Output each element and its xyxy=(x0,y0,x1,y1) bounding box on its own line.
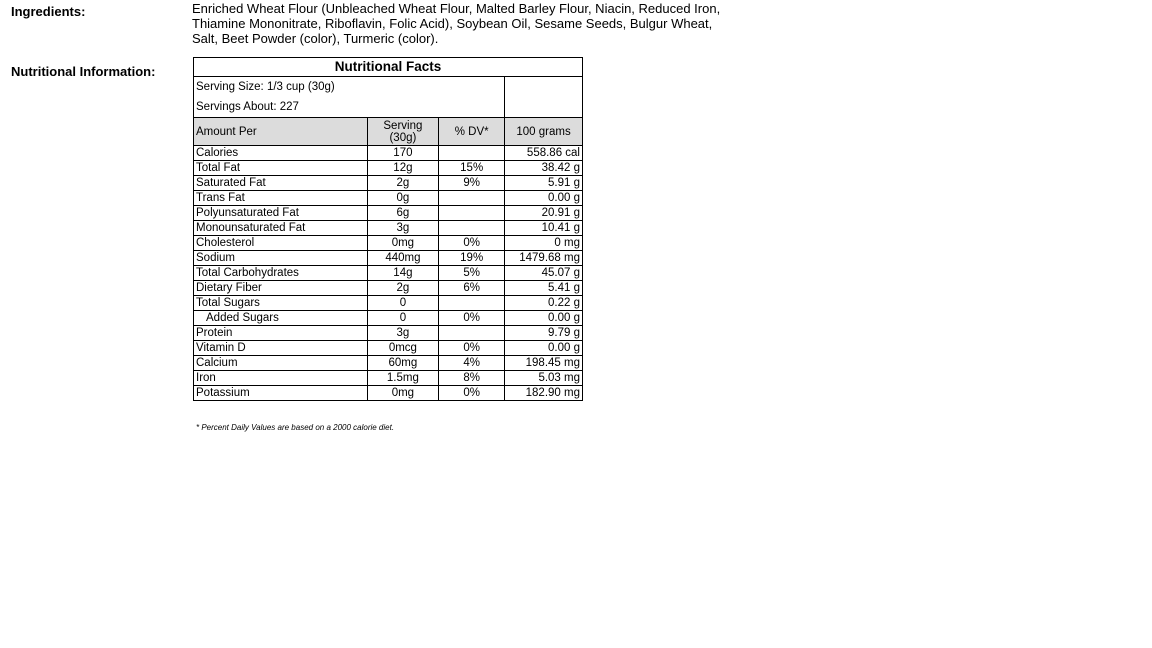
header-serving-line2: (30g) xyxy=(389,131,417,144)
nutrient-row xyxy=(194,281,583,296)
ingredients-text: Enriched Wheat Flour (Unbleached Wheat Flour, Malted Barley Flour, Niacin, Reduced Iron, Thiamine Mononitrate, Riboflavin, Folic Acid), Soybean Oil, Sesame Seeds, Bulgur Wheat, Salt, Beet Powder (color), Turmeric (color). xyxy=(192,1,721,46)
nutrient-per-100g: 9.79 g xyxy=(505,326,583,341)
nutrient-name: Total Carbohydrates xyxy=(194,266,368,281)
nutrient-per-100g: 0 mg xyxy=(505,236,583,251)
nutrient-row xyxy=(194,146,583,161)
ingredients-label: Ingredients: xyxy=(11,4,86,19)
nutrient-serving-amount: 14g xyxy=(367,266,439,281)
nutrient-name: Total Sugars xyxy=(194,296,368,311)
nutrient-row xyxy=(194,371,583,386)
nutrient-daily-value: 0% xyxy=(439,311,505,326)
nutrient-per-100g: 45.07 g xyxy=(505,266,583,281)
nutrient-daily-value: 8% xyxy=(439,371,505,386)
serving-size-row xyxy=(194,77,583,98)
nutrition-facts-title-row xyxy=(194,58,583,77)
nutrition-facts-title: Nutritional Facts xyxy=(194,58,583,77)
nutrient-name: Trans Fat xyxy=(194,191,368,206)
nutrient-serving-amount: 12g xyxy=(367,161,439,176)
nutrient-name: Total Fat xyxy=(194,161,368,176)
nutrient-row xyxy=(194,176,583,191)
nutrient-per-100g: 0.00 g xyxy=(505,191,583,206)
nutrient-name: Polyunsaturated Fat xyxy=(194,206,368,221)
nutrient-name: Calcium xyxy=(194,356,368,371)
nutrient-serving-amount: 0mcg xyxy=(367,341,439,356)
nutrient-row xyxy=(194,236,583,251)
nutrient-name: Iron xyxy=(194,371,368,386)
nutrient-per-100g: 38.42 g xyxy=(505,161,583,176)
nutrient-serving-amount: 0mg xyxy=(367,236,439,251)
nutrient-serving-amount: 6g xyxy=(367,206,439,221)
nutrient-row xyxy=(194,161,583,176)
nutrient-row xyxy=(194,356,583,371)
nutrient-name: Protein xyxy=(194,326,368,341)
nutrient-row xyxy=(194,326,583,341)
daily-value-footnote: * Percent Daily Values are based on a 2000 calorie diet. xyxy=(196,423,395,432)
header-dv: % DV* xyxy=(439,118,505,146)
nutrient-daily-value: 5% xyxy=(439,266,505,281)
nutrient-per-100g: 1479.68 mg xyxy=(505,251,583,266)
nutrient-per-100g: 20.91 g xyxy=(505,206,583,221)
nutrition-facts-table xyxy=(193,57,583,401)
nutrient-name: Sodium xyxy=(194,251,368,266)
nutrient-per-100g: 5.41 g xyxy=(505,281,583,296)
nutrient-row xyxy=(194,206,583,221)
column-header-row xyxy=(194,118,583,146)
nutrient-name: Added Sugars xyxy=(194,311,368,326)
nutrient-daily-value xyxy=(439,206,505,221)
nutrient-serving-amount: 2g xyxy=(367,176,439,191)
nutrient-serving-amount: 1.5mg xyxy=(367,371,439,386)
nutrient-daily-value xyxy=(439,221,505,236)
nutrient-per-100g: 10.41 g xyxy=(505,221,583,236)
nutrient-serving-amount: 0 xyxy=(367,296,439,311)
nutrient-serving-amount: 3g xyxy=(367,326,439,341)
servings-about: Servings About: 227 xyxy=(194,97,505,118)
nutrient-daily-value xyxy=(439,191,505,206)
nutrient-daily-value: 0% xyxy=(439,341,505,356)
nutrient-name: Potassium xyxy=(194,386,368,401)
nutrient-serving-amount: 2g xyxy=(367,281,439,296)
nutrient-daily-value xyxy=(439,296,505,311)
nutrient-row xyxy=(194,191,583,206)
nutrient-serving-amount: 170 xyxy=(367,146,439,161)
nutrient-per-100g: 182.90 mg xyxy=(505,386,583,401)
nutrient-serving-amount: 3g xyxy=(367,221,439,236)
nutrient-per-100g: 0.00 g xyxy=(505,341,583,356)
nutrient-row xyxy=(194,251,583,266)
nutrient-serving-amount: 0mg xyxy=(367,386,439,401)
nutrient-name: Dietary Fiber xyxy=(194,281,368,296)
nutrient-daily-value: 4% xyxy=(439,356,505,371)
nutrient-name: Vitamin D xyxy=(194,341,368,356)
nutrient-per-100g: 0.00 g xyxy=(505,311,583,326)
nutrient-name: Monounsaturated Fat xyxy=(194,221,368,236)
nutrient-per-100g: 0.22 g xyxy=(505,296,583,311)
nutrient-name: Calories xyxy=(194,146,368,161)
nutrient-daily-value: 0% xyxy=(439,236,505,251)
nutrient-daily-value: 0% xyxy=(439,386,505,401)
nutrient-daily-value xyxy=(439,146,505,161)
nutrient-per-100g: 5.03 mg xyxy=(505,371,583,386)
header-serving-line1: Serving xyxy=(383,119,423,132)
header-amount-per: Amount Per xyxy=(194,118,368,146)
nutrient-name: Cholesterol xyxy=(194,236,368,251)
nutrient-row xyxy=(194,296,583,311)
nutrient-serving-amount: 0 xyxy=(367,311,439,326)
nutrient-row xyxy=(194,311,583,326)
serving-size: Serving Size: 1/3 cup (30g) xyxy=(194,77,505,98)
nutrient-serving-amount: 440mg xyxy=(367,251,439,266)
header-100-grams: 100 grams xyxy=(505,118,583,146)
nutrient-row xyxy=(194,221,583,236)
nutritional-information-label: Nutritional Information: xyxy=(11,64,156,79)
nutrient-row xyxy=(194,386,583,401)
nutrient-daily-value: 15% xyxy=(439,161,505,176)
nutrient-daily-value: 6% xyxy=(439,281,505,296)
nutrient-per-100g: 5.91 g xyxy=(505,176,583,191)
header-serving xyxy=(367,118,439,146)
nutrient-serving-amount: 60mg xyxy=(367,356,439,371)
serving-blank-cell xyxy=(505,77,583,118)
nutrient-per-100g: 558.86 cal xyxy=(505,146,583,161)
nutrient-row xyxy=(194,266,583,281)
nutrient-daily-value: 19% xyxy=(439,251,505,266)
nutrient-name: Saturated Fat xyxy=(194,176,368,191)
nutrient-per-100g: 198.45 mg xyxy=(505,356,583,371)
nutrient-daily-value: 9% xyxy=(439,176,505,191)
nutrient-daily-value xyxy=(439,326,505,341)
nutrient-serving-amount: 0g xyxy=(367,191,439,206)
nutrient-row xyxy=(194,341,583,356)
